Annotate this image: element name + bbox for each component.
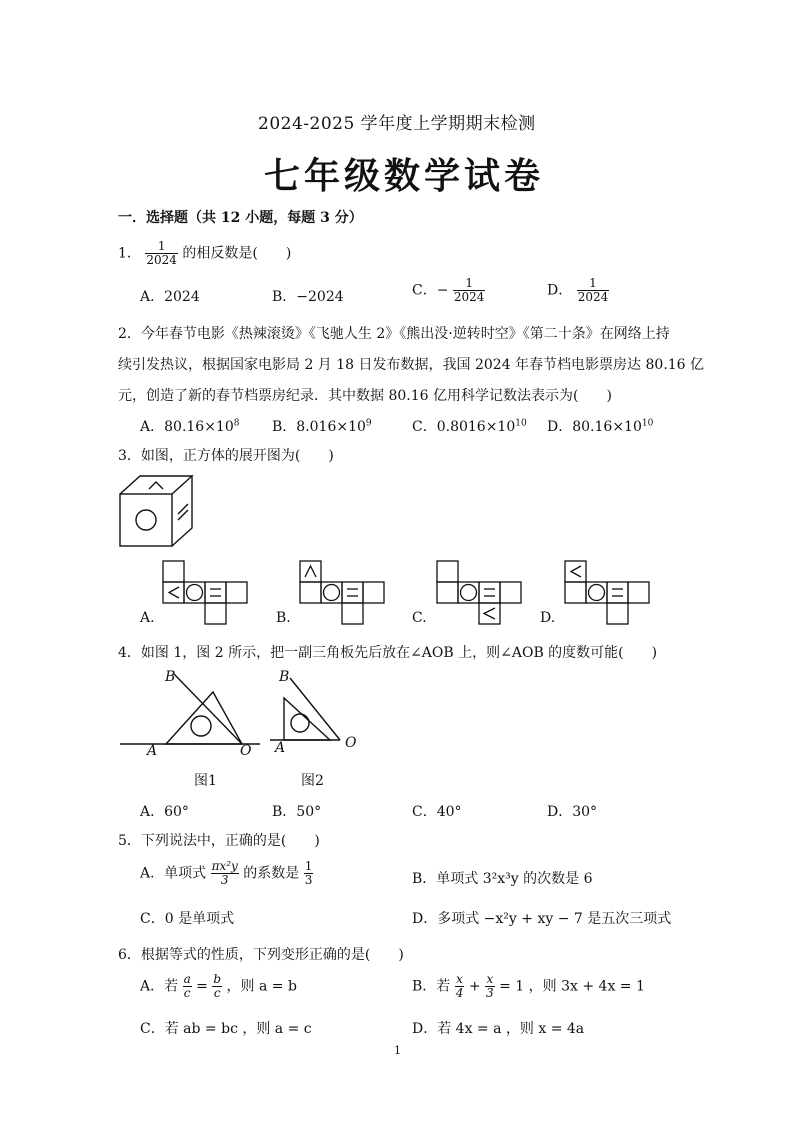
q5-option-a: A．单项式 $\frac{\text{πx²y}}{3}$ 的系数是 $\frac{1}{3}$ xyxy=(140,859,313,887)
label-b-fig1: B xyxy=(165,669,176,685)
q3-option-c: C. xyxy=(412,610,427,626)
label-a-fig2: A xyxy=(275,740,286,756)
q1-option-c: C．− $\frac{1}{2024}$ xyxy=(412,276,485,304)
label-o-fig1: O xyxy=(240,743,252,759)
q5-option-d: D．多项式 −x²y + xy − 7 是五次三项式 xyxy=(412,911,672,927)
page-title: 七年级数学试卷 xyxy=(264,155,545,197)
question-2-line-3: 元，创造了新的春节档票房纪录．其中数据 80.16 亿用科学记数法表示为( ) xyxy=(118,388,612,404)
label-a-fig1: A xyxy=(147,743,158,759)
q2-option-a: A．$80.16\times 10^8$ xyxy=(140,418,240,435)
question-2-line-2: 续引发热议，根据国家电影局 2 月 18 日发布数据，我国 2024 年春节档电影票房达 80.16 亿 xyxy=(118,357,705,373)
page-number: 1 xyxy=(394,1044,401,1057)
q3-option-b: B. xyxy=(276,610,291,626)
net-option-b xyxy=(300,561,386,625)
q6-option-b: B．若 $\frac{x}{4}$ + $\frac{x}{3}$ = 1 ，则 3x + 4x = 1 xyxy=(412,972,645,1000)
net-option-d xyxy=(565,561,651,625)
question-6: 6．根据等式的性质，下列变形正确的是( ) xyxy=(118,947,404,963)
q4-option-c: C．40° xyxy=(412,804,462,820)
question-3: 3．如图，正方体的展开图为( ) xyxy=(118,448,334,464)
question-stem: 的相反数是( ) xyxy=(182,245,292,262)
q6-option-d: D．若 4x = a ，则 x = 4a xyxy=(412,1021,585,1037)
question-number: 1． xyxy=(118,245,141,262)
q5-option-c: C．0 是单项式 xyxy=(140,911,235,927)
q1-option-b: B．−2024 xyxy=(272,289,344,305)
q4-option-b: B．50° xyxy=(272,804,322,820)
question-5: 5．下列说法中，正确的是( ) xyxy=(118,833,320,849)
cube-figure xyxy=(118,474,198,550)
q3-option-d: D. xyxy=(540,610,556,626)
figure-2-caption: 图2 xyxy=(301,773,324,789)
q6-option-c: C．若 ab = bc ，则 a = c xyxy=(140,1021,312,1037)
net-option-c xyxy=(437,561,523,625)
section-heading: 一．选择题（共 12 小题，每题 3 分） xyxy=(118,210,363,226)
q2-option-d: D．$80.16\times 10^{10}$ xyxy=(547,418,654,435)
figure-1-caption: 图1 xyxy=(194,773,217,789)
question-1 xyxy=(118,240,291,267)
net-option-a xyxy=(163,561,249,625)
q3-option-a: A. xyxy=(140,610,155,626)
q6-option-a: A．若 $\frac{a}{c}$ = $\frac{b}{c}$ ，则 a = b xyxy=(140,972,297,1000)
q1-option-a: A．2024 xyxy=(140,289,200,305)
question-4: 4．如图 1，图 2 所示，把一副三角板先后放在∠AOB 上，则∠AOB 的度数可能( ) xyxy=(118,645,658,661)
q4-option-a: A．60° xyxy=(140,804,189,820)
question-2-line-1: 2．今年春节电影《热辣滚烫》《飞驰人生 2》《熊出没·逆转时空》《第二十条》在网络上持 xyxy=(118,326,670,342)
q4-option-d: D．30° xyxy=(547,804,598,820)
fraction: $\frac{1}{2024}$ xyxy=(146,239,177,267)
label-o-fig2: O xyxy=(345,735,357,751)
exam-term: 2024-2025 学年度上学期期末检测 xyxy=(258,114,536,134)
q2-option-b: B．$8.016\times 10^9$ xyxy=(272,418,372,435)
q1-option-d: D． $\frac{1}{2024}$ xyxy=(547,276,609,304)
label-b-fig2: B xyxy=(279,669,290,685)
q5-option-b: B．单项式 3²x³y 的次数是 6 xyxy=(412,871,593,887)
q2-option-c: C．$0.8016\times 10^{10}$ xyxy=(412,418,527,435)
